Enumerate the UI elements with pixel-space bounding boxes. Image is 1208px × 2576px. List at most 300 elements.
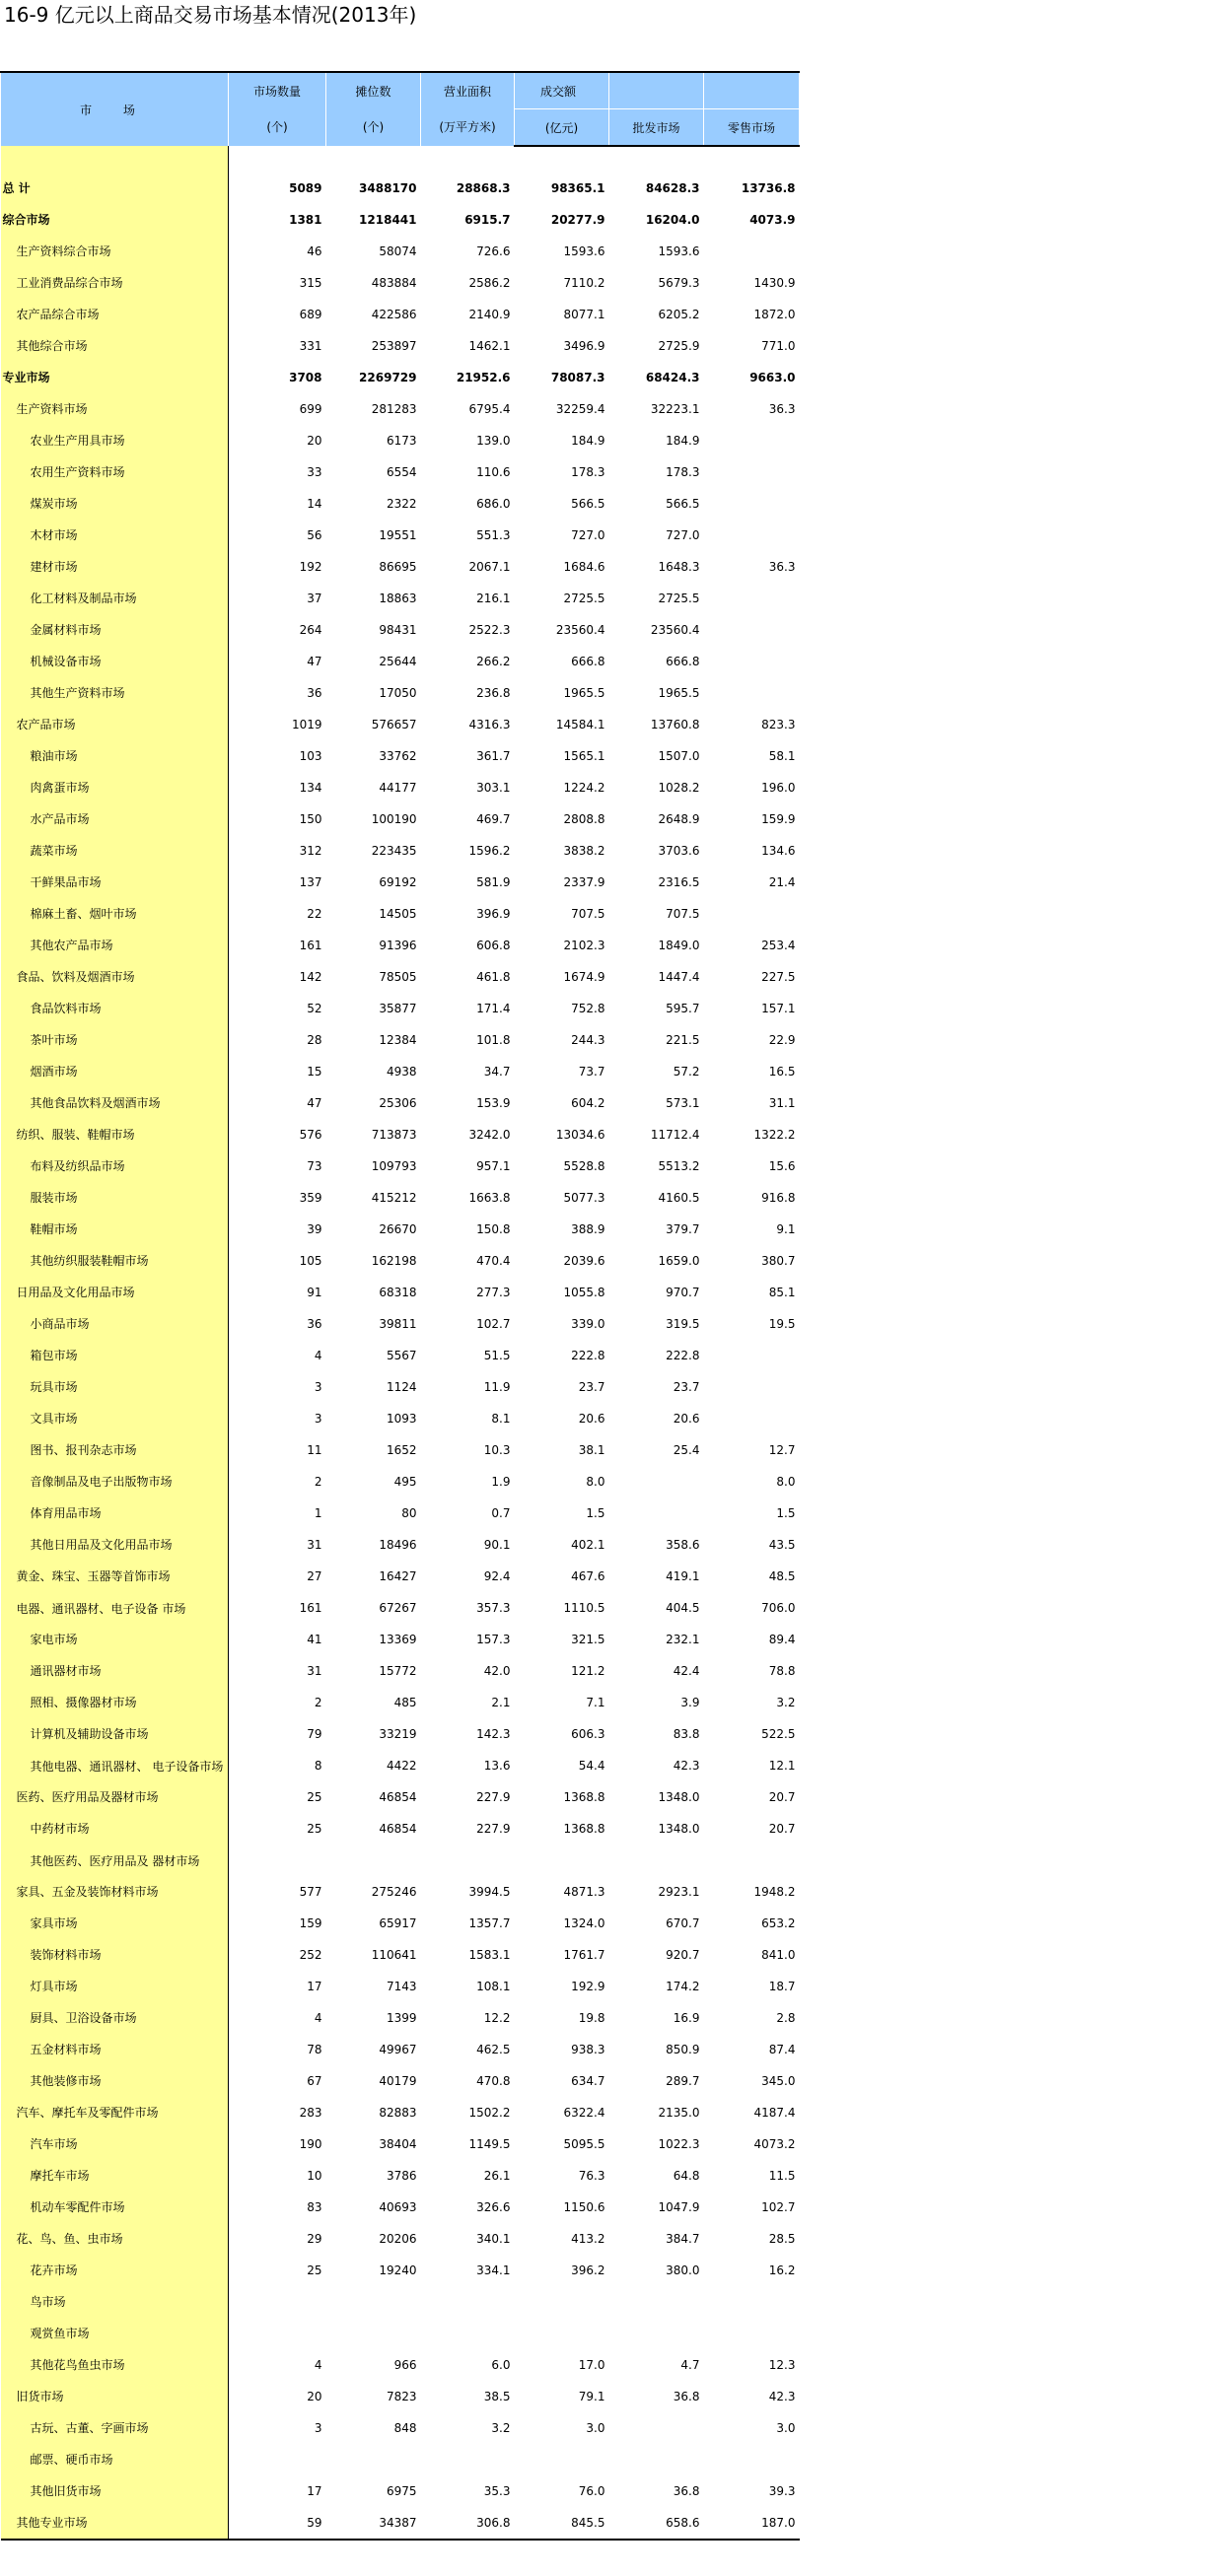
cell-area: 153.9 — [476, 1096, 511, 1110]
market-name: 花、鸟、鱼、虫市场 — [16, 2232, 123, 2246]
market-name: 棉麻土畜、烟叶市场 — [30, 907, 137, 921]
cell-wholesale: 16204.0 — [645, 213, 700, 227]
market-name-cell — [1, 1845, 229, 1876]
cell-turnover: 1.5 — [586, 1506, 605, 1520]
header-area-label: 营业面积 — [443, 85, 491, 99]
market-name: 汽车市场 — [30, 2137, 78, 2151]
cell-stalls: 4938 — [386, 1065, 417, 1079]
cell-count: 142 — [299, 970, 322, 984]
cell-wholesale: 566.5 — [666, 497, 700, 511]
cell-wholesale: 13760.8 — [650, 718, 700, 731]
cell-turnover — [515, 1845, 609, 1876]
market-name-cell — [1, 1371, 229, 1403]
cell-count: 31 — [307, 1538, 322, 1552]
cell-wholesale: 25.4 — [673, 1443, 700, 1457]
cell-retail: 20.7 — [768, 1790, 796, 1804]
cell-area: 470.4 — [476, 1254, 511, 1268]
cell-stalls — [326, 1845, 421, 1876]
cell-retail: 1430.9 — [753, 276, 796, 290]
table-header — [1, 72, 800, 146]
cell-area: 686.0 — [476, 497, 511, 511]
market-name: 旧货市场 — [16, 2390, 64, 2403]
cell-retail — [704, 1845, 800, 1876]
header-turnover: 成交额 — [515, 72, 609, 109]
cell-count: 4 — [314, 2358, 322, 2372]
table-row — [1, 803, 800, 835]
cell-retail: 380.7 — [761, 1254, 796, 1268]
market-name-cell — [1, 1750, 229, 1781]
cell-turnover: 1150.6 — [563, 2200, 605, 2214]
cell-turnover: 20.6 — [578, 1412, 605, 1426]
cell-stalls: 3786 — [386, 2169, 417, 2183]
cell-count: 2 — [314, 1475, 322, 1489]
cell-wholesale: 1507.0 — [658, 749, 700, 763]
cell-retail: 16.5 — [768, 1065, 796, 1079]
cell-area — [421, 2286, 515, 2318]
cell-retail: 823.3 — [761, 718, 796, 731]
table-row — [1, 2381, 800, 2412]
cell-wholesale: 2135.0 — [658, 2106, 700, 2120]
table-row — [1, 2192, 800, 2223]
market-name-cell — [1, 362, 229, 393]
table-row — [1, 1655, 800, 1687]
cell-count: 83 — [307, 2200, 322, 2214]
cell-turnover: 19.8 — [578, 2011, 605, 2025]
cell-area: 8.1 — [491, 1412, 511, 1426]
cell-count: 28 — [307, 1033, 322, 1047]
table-row — [1, 930, 800, 961]
cell-area: 0.7 — [491, 1506, 511, 1520]
market-name-cell — [1, 1876, 229, 1908]
market-name-cell — [1, 2318, 229, 2349]
table-row — [1, 330, 800, 362]
table-row — [1, 204, 800, 236]
cell-wholesale: 16.9 — [673, 2011, 700, 2025]
cell-area: 303.1 — [476, 781, 511, 795]
cell-area: 606.8 — [476, 939, 511, 952]
cell-wholesale: 384.7 — [666, 2232, 700, 2246]
cell-retail: 916.8 — [761, 1191, 796, 1205]
table-row — [1, 1813, 800, 1845]
cell-area: 6915.7 — [464, 213, 511, 227]
cell-area: 361.7 — [476, 749, 511, 763]
cell-stalls: 17050 — [379, 686, 417, 700]
table-row — [1, 1529, 800, 1561]
cell-wholesale: 11712.4 — [650, 1128, 700, 1142]
cell-area: 957.1 — [476, 1159, 511, 1173]
cell-stalls: 19551 — [379, 528, 417, 542]
cell-area: 340.1 — [476, 2232, 511, 2246]
market-name: 中药材市场 — [30, 1822, 90, 1836]
market-name: 纺织、服装、鞋帽市场 — [16, 1128, 135, 1142]
cell-area: 92.4 — [483, 1569, 511, 1583]
cell-wholesale: 1022.3 — [658, 2137, 700, 2151]
cell-retail: 4073.2 — [753, 2137, 796, 2151]
table-row — [1, 1750, 800, 1781]
cell-turnover: 1761.7 — [563, 1948, 605, 1962]
market-name: 装饰材料市场 — [30, 1948, 102, 1962]
cell-wholesale: 3.9 — [680, 1696, 700, 1709]
table-row — [1, 1214, 800, 1245]
market-name: 其他纺织服装鞋帽市场 — [30, 1254, 149, 1268]
cell-turnover: 5077.3 — [563, 1191, 605, 1205]
table-row — [1, 614, 800, 646]
cell-stalls: 91396 — [379, 939, 417, 952]
cell-turnover: 76.3 — [578, 2169, 605, 2183]
cell-retail — [704, 2318, 800, 2349]
cell-count: 73 — [307, 1159, 322, 1173]
cell-retail: 771.0 — [761, 339, 796, 353]
table-row — [1, 488, 800, 520]
header-area-unit: (万平方米) — [439, 120, 496, 134]
market-name-cell — [1, 1182, 229, 1214]
cell-wholesale: 1348.0 — [658, 1790, 700, 1804]
market-name-cell — [1, 1403, 229, 1434]
table-row — [1, 1497, 800, 1529]
cell-count: 161 — [299, 1601, 322, 1615]
table-row — [1, 2034, 800, 2065]
cell-retail: 28.5 — [768, 2232, 796, 2246]
market-name: 农产品综合市场 — [16, 308, 100, 321]
cell-retail: 253.4 — [761, 939, 796, 952]
market-name-cell — [1, 1340, 229, 1371]
cell-area: 139.0 — [476, 434, 511, 448]
market-name-cell — [1, 583, 229, 614]
market-name-cell — [1, 2128, 229, 2160]
cell-wholesale — [609, 2318, 704, 2349]
cell-area: 2067.1 — [468, 560, 511, 574]
cell-stalls: 275246 — [371, 1885, 417, 1899]
cell-turnover: 752.8 — [571, 1002, 605, 1015]
cell-wholesale: 222.8 — [666, 1349, 700, 1362]
table-row — [1, 677, 800, 709]
market-name-cell — [1, 898, 229, 930]
table-row — [1, 1119, 800, 1150]
cell-retail — [704, 456, 800, 488]
market-name-cell — [1, 456, 229, 488]
header-count-unit: (个) — [266, 120, 288, 134]
cell-area: 3.2 — [491, 2421, 511, 2435]
cell-area: 1596.2 — [468, 844, 511, 858]
table-row — [1, 740, 800, 772]
table-row — [1, 2475, 800, 2507]
cell-area: 2.1 — [491, 1696, 511, 1709]
cell-count: 134 — [299, 781, 322, 795]
cell-stalls — [326, 2286, 421, 2318]
table-row — [1, 520, 800, 551]
cell-count: 689 — [299, 308, 322, 321]
table-row — [1, 1434, 800, 1466]
cell-area: 1.9 — [491, 1475, 511, 1489]
cell-retail: 4187.4 — [753, 2106, 796, 2120]
market-name-cell — [1, 1214, 229, 1245]
cell-area: 581.9 — [476, 875, 511, 889]
market-name-cell — [1, 1908, 229, 1939]
market-name: 其他装修市场 — [30, 2074, 102, 2088]
market-name-cell — [1, 236, 229, 267]
market-name: 体育用品市场 — [30, 1506, 102, 1520]
cell-count: 15 — [307, 1065, 322, 1079]
market-name: 农用生产资料市场 — [30, 465, 125, 479]
cell-stalls: 1399 — [386, 2011, 417, 2025]
cell-area: 1502.2 — [468, 2106, 511, 2120]
cell-area — [421, 1845, 515, 1876]
market-name-cell — [1, 1592, 229, 1624]
cell-turnover: 23.7 — [578, 1380, 605, 1394]
cell-stalls: 5567 — [386, 1349, 417, 1362]
cell-turnover: 54.4 — [578, 1759, 605, 1773]
cell-turnover: 606.3 — [571, 1727, 605, 1741]
table-row — [1, 1687, 800, 1718]
cell-stalls: 18863 — [379, 592, 417, 605]
cell-stalls: 1124 — [386, 1380, 417, 1394]
cell-retail — [704, 236, 800, 267]
cell-count: 192 — [299, 560, 322, 574]
market-name: 家具市场 — [30, 1916, 78, 1930]
market-name-cell — [1, 2002, 229, 2034]
cell-area: 157.3 — [476, 1633, 511, 1646]
cell-turnover: 402.1 — [571, 1538, 605, 1552]
cell-area: 227.9 — [476, 1790, 511, 1804]
cell-turnover: 17.0 — [578, 2358, 605, 2372]
table-row — [1, 1466, 800, 1497]
header-wholesale: 批发市场 — [609, 109, 704, 147]
cell-stalls: 110641 — [371, 1948, 417, 1962]
cell-count: 47 — [307, 655, 322, 668]
cell-wholesale: 850.9 — [666, 2043, 700, 2056]
cell-area: 150.8 — [476, 1222, 511, 1236]
market-name-cell — [1, 330, 229, 362]
cell-turnover: 666.8 — [571, 655, 605, 668]
cell-wholesale: 68424.3 — [645, 371, 700, 384]
cell-stalls: 82883 — [379, 2106, 417, 2120]
header-count-label: 市场数量 — [252, 85, 301, 99]
cell-turnover: 1565.1 — [563, 749, 605, 763]
cell-wholesale: 36.8 — [673, 2484, 700, 2498]
spacer-row — [1, 146, 800, 173]
cell-turnover: 1110.5 — [563, 1601, 605, 1615]
cell-area: 236.8 — [476, 686, 511, 700]
cell-area: 227.9 — [476, 1822, 511, 1836]
cell-turnover: 98365.1 — [550, 181, 605, 195]
cell-turnover: 339.0 — [571, 1317, 605, 1331]
cell-stalls: 25644 — [379, 655, 417, 668]
market-name: 其他花鸟鱼虫市场 — [30, 2358, 125, 2372]
cell-count: 3708 — [289, 371, 322, 384]
cell-retail: 706.0 — [761, 1601, 796, 1615]
cell-stalls: 44177 — [379, 781, 417, 795]
cell-retail: 36.3 — [768, 402, 796, 416]
cell-count: 27 — [307, 1569, 322, 1583]
cell-turnover: 76.0 — [578, 2484, 605, 2498]
cell-wholesale: 36.8 — [673, 2390, 700, 2403]
cell-turnover — [515, 2444, 609, 2475]
cell-area: 469.7 — [476, 812, 511, 826]
cell-retail — [704, 1340, 800, 1371]
cell-count: 36 — [307, 1317, 322, 1331]
market-name: 古玩、古董、字画市场 — [30, 2421, 149, 2435]
cell-area: 726.6 — [476, 244, 511, 258]
market-name: 农业生产用具市场 — [30, 434, 125, 448]
market-name-cell — [1, 2034, 229, 2065]
cell-stalls: 1652 — [386, 1443, 417, 1457]
cell-stalls: 6554 — [386, 465, 417, 479]
cell-wholesale: 2648.9 — [658, 812, 700, 826]
cell-turnover: 1324.0 — [563, 1916, 605, 1930]
market-name: 黄金、珠宝、玉器等首饰市场 — [16, 1569, 171, 1583]
cell-wholesale: 64.8 — [673, 2169, 700, 2183]
cell-count: 25 — [307, 1822, 322, 1836]
cell-wholesale: 178.3 — [666, 465, 700, 479]
cell-wholesale: 1593.6 — [658, 244, 700, 258]
cell-area: 357.3 — [476, 1601, 511, 1615]
market-name-cell — [1, 2507, 229, 2540]
cell-wholesale: 2725.5 — [658, 592, 700, 605]
cell-turnover: 707.5 — [571, 907, 605, 921]
cell-retail: 1948.2 — [753, 1885, 796, 1899]
market-name-cell — [1, 1687, 229, 1718]
cell-area: 12.2 — [483, 2011, 511, 2025]
cell-stalls: 253897 — [371, 339, 417, 353]
cell-retail — [704, 488, 800, 520]
market-name: 照相、摄像器材市场 — [30, 1696, 137, 1709]
table-row — [1, 1971, 800, 2002]
cell-count: 150 — [299, 812, 322, 826]
cell-area: 110.6 — [476, 465, 511, 479]
cell-turnover: 3496.9 — [563, 339, 605, 353]
cell-count: 46 — [307, 244, 322, 258]
cell-retail: 48.5 — [768, 1569, 796, 1583]
cell-stalls — [326, 2318, 421, 2349]
cell-wholesale: 319.5 — [666, 1317, 700, 1331]
cell-count: 37 — [307, 592, 322, 605]
header-retail: 零售市场 — [704, 109, 800, 147]
cell-turnover: 8.0 — [586, 1475, 605, 1489]
market-name: 布料及纺织品市场 — [30, 1159, 125, 1173]
cell-retail: 11.5 — [768, 2169, 796, 2183]
cell-retail: 12.7 — [768, 1443, 796, 1457]
table-row — [1, 1308, 800, 1340]
cell-count: 103 — [299, 749, 322, 763]
market-name-cell — [1, 425, 229, 456]
cell-area: 42.0 — [483, 1664, 511, 1678]
market-name-cell — [1, 1939, 229, 1971]
cell-retail: 13736.8 — [741, 181, 796, 195]
cell-stalls: 162198 — [371, 1254, 417, 1268]
cell-wholesale: 2923.1 — [658, 1885, 700, 1899]
cell-stalls: 15772 — [379, 1664, 417, 1678]
table-row — [1, 2097, 800, 2128]
market-name: 图书、报刊杂志市场 — [30, 1443, 137, 1457]
market-name-cell — [1, 2286, 229, 2318]
cell-count: 25 — [307, 2263, 322, 2277]
cell-count: 10 — [307, 2169, 322, 2183]
cell-area: 461.8 — [476, 970, 511, 984]
cell-turnover: 5528.8 — [563, 1159, 605, 1173]
cell-wholesale: 84628.3 — [645, 181, 700, 195]
cell-turnover: 1593.6 — [563, 244, 605, 258]
table-row — [1, 1624, 800, 1655]
cell-turnover: 321.5 — [571, 1633, 605, 1646]
cell-retail: 159.9 — [761, 812, 796, 826]
cell-wholesale: 221.5 — [666, 1033, 700, 1047]
market-name-cell — [1, 709, 229, 740]
table-row — [1, 1087, 800, 1119]
market-name-cell — [1, 803, 229, 835]
market-name-cell — [1, 1561, 229, 1592]
cell-retail: 196.0 — [761, 781, 796, 795]
cell-wholesale: 419.1 — [666, 1569, 700, 1583]
cell-area: 462.5 — [476, 2043, 511, 2056]
table-row — [1, 993, 800, 1024]
cell-retail: 31.1 — [768, 1096, 796, 1110]
market-name: 医药、医疗用品及器材市场 — [16, 1790, 159, 1804]
cell-retail — [704, 646, 800, 677]
cell-area: 277.3 — [476, 1286, 511, 1299]
market-name: 肉禽蛋市场 — [30, 781, 90, 795]
cell-stalls: 576657 — [371, 718, 417, 731]
cell-count: 312 — [299, 844, 322, 858]
cell-retail — [704, 2286, 800, 2318]
market-name-cell — [1, 2223, 229, 2255]
cell-retail: 227.5 — [761, 970, 796, 984]
market-name-cell — [1, 677, 229, 709]
cell-stalls: 14505 — [379, 907, 417, 921]
cell-retail: 157.1 — [761, 1002, 796, 1015]
cell-count: 315 — [299, 276, 322, 290]
market-name-cell — [1, 835, 229, 867]
table-row — [1, 2444, 800, 2475]
cell-turnover: 6322.4 — [563, 2106, 605, 2120]
market-name: 其他综合市场 — [16, 339, 88, 353]
cell-stalls: 2269729 — [359, 371, 417, 384]
table-row — [1, 2255, 800, 2286]
table-row — [1, 2002, 800, 2034]
table-row — [1, 1845, 800, 1876]
cell-count — [229, 1845, 326, 1876]
table-row — [1, 1024, 800, 1056]
cell-stalls: 6975 — [386, 2484, 417, 2498]
cell-turnover: 23560.4 — [555, 623, 605, 637]
cell-area: 1583.1 — [468, 1948, 511, 1962]
header-turnover-unit: (亿元) — [515, 109, 609, 147]
cell-turnover: 13034.6 — [555, 1128, 605, 1142]
cell-stalls: 18496 — [379, 1538, 417, 1552]
cell-retail: 187.0 — [704, 2507, 800, 2540]
cell-count: 41 — [307, 1633, 322, 1646]
market-name: 其他专业市场 — [16, 2516, 88, 2530]
cell-turnover: 7110.2 — [563, 276, 605, 290]
table-row — [1, 1277, 800, 1308]
market-name-cell — [1, 1308, 229, 1340]
market-name: 蔬菜市场 — [30, 844, 78, 858]
market-name: 木材市场 — [30, 528, 78, 542]
market-name-cell — [1, 2381, 229, 2412]
cell-turnover: 2808.8 — [563, 812, 605, 826]
cell-count: 331 — [299, 339, 322, 353]
table-row — [1, 1908, 800, 1939]
market-name: 家具、五金及装饰材料市场 — [16, 1885, 159, 1899]
cell-retail: 12.1 — [768, 1759, 796, 1773]
table-row — [1, 772, 800, 803]
table-row — [1, 646, 800, 677]
table-row — [1, 1371, 800, 1403]
cell-stalls: 19240 — [379, 2263, 417, 2277]
market-name-cell — [1, 393, 229, 425]
cell-retail — [704, 677, 800, 709]
cell-retail: 2.8 — [776, 2011, 796, 2025]
table-row — [1, 961, 800, 993]
